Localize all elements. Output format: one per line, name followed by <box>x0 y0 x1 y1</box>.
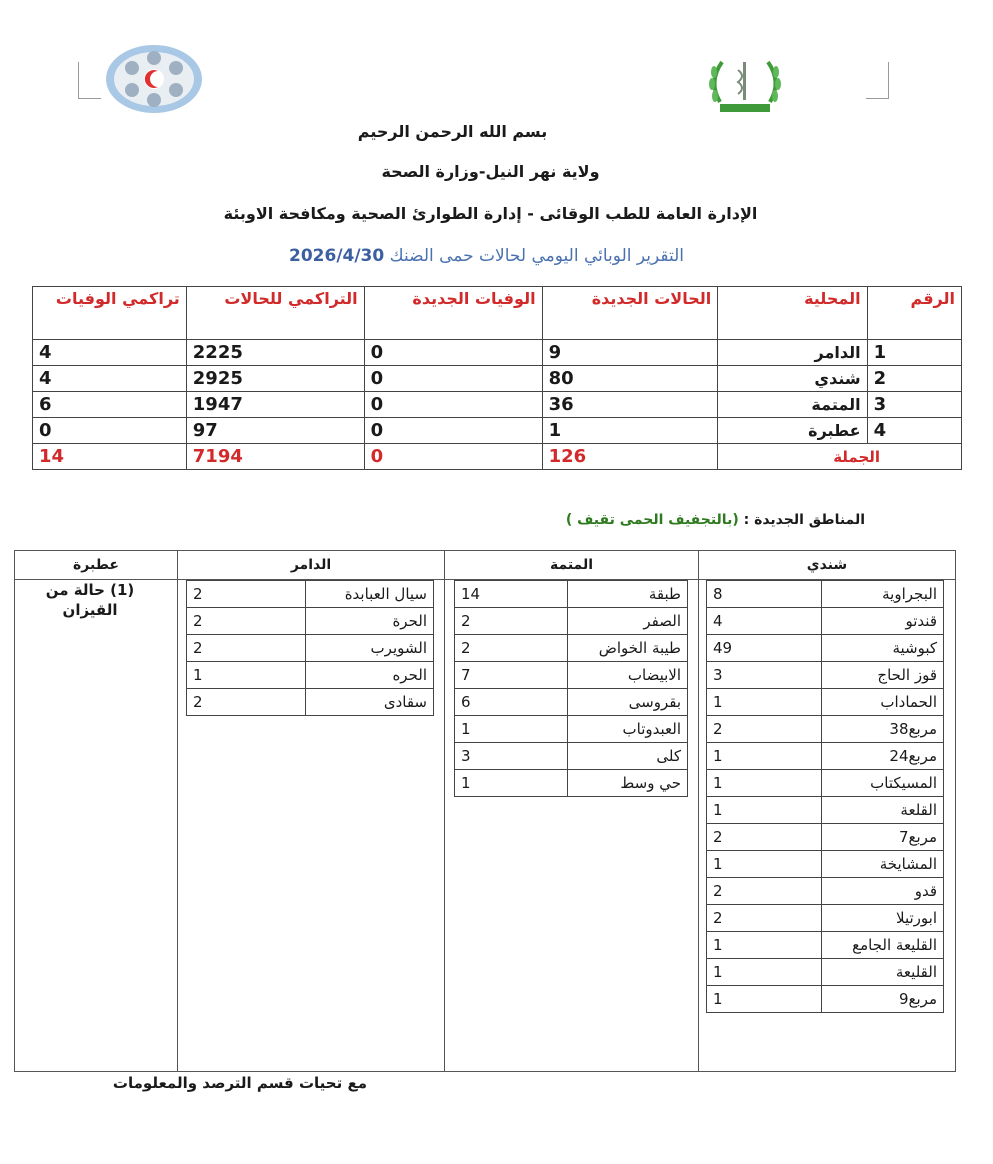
header-new-deaths: الوفيات الجديدة <box>364 287 542 340</box>
shendi-areas-table <box>706 580 944 1013</box>
row-new-cases: 80 <box>542 366 718 392</box>
total-new-cases: 126 <box>542 444 718 470</box>
column-header-damer: الدامر <box>290 557 332 573</box>
list-item <box>455 608 688 635</box>
area-name: سقادى <box>306 689 434 716</box>
area-count: 1 <box>455 716 568 743</box>
row-new-deaths: 0 <box>364 392 542 418</box>
ministry-title: ولاية نهر النيل-وزارة الصحة <box>381 162 600 181</box>
area-name: كبوشية <box>822 635 944 662</box>
row-no: 3 <box>867 392 961 418</box>
report-date: 2026/4/30 <box>289 246 385 266</box>
area-name: قدو <box>822 878 944 905</box>
area-name: البجراوية <box>822 581 944 608</box>
row-new-deaths: 0 <box>364 340 542 366</box>
row-new-deaths: 0 <box>364 418 542 444</box>
row-no: 2 <box>867 366 961 392</box>
area-name: بقروسى <box>568 689 688 716</box>
list-item <box>707 851 944 878</box>
total-cum-cases: 7194 <box>186 444 364 470</box>
total-label: الجملة <box>718 444 962 470</box>
area-name: الصفر <box>568 608 688 635</box>
area-name: القليعة الجامع <box>822 932 944 959</box>
area-count: 3 <box>707 662 822 689</box>
row-new-cases: 9 <box>542 340 718 366</box>
row-locality: المتمة <box>718 392 867 418</box>
area-name: الابيضاب <box>568 662 688 689</box>
area-count: 1 <box>455 770 568 797</box>
list-item <box>707 662 944 689</box>
area-count: 2 <box>707 824 822 851</box>
new-areas-note: (بالتجفيف الحمى تقيف ) <box>565 512 739 528</box>
row-new-cases: 36 <box>542 392 718 418</box>
header-cum-deaths: تراكمي الوفيات <box>33 287 187 340</box>
area-name: مربع9 <box>822 986 944 1013</box>
list-item <box>707 878 944 905</box>
area-name: ابورتيلا <box>822 905 944 932</box>
list-item <box>187 581 434 608</box>
area-name: طيبة الخواض <box>568 635 688 662</box>
matama-areas-table <box>454 580 688 797</box>
area-count: 1 <box>707 986 822 1013</box>
department-title: الإدارة العامة للطب الوقائى - إدارة الطوارئ الصحية ومكافحة الاوبئة <box>223 204 758 223</box>
new-areas-label: المناطق الجديدة : <box>743 512 865 528</box>
report-title-text: التقرير الوبائي اليومي لحالات حمى الضنك <box>389 246 684 266</box>
area-count: 49 <box>707 635 822 662</box>
area-count: 1 <box>187 662 306 689</box>
area-name: القلعة <box>822 797 944 824</box>
table-row <box>33 392 962 418</box>
area-count: 2 <box>455 635 568 662</box>
total-new-deaths: 0 <box>364 444 542 470</box>
list-item <box>455 689 688 716</box>
area-count: 2 <box>455 608 568 635</box>
corner-mark-left <box>78 62 101 99</box>
list-item <box>707 716 944 743</box>
list-item <box>187 608 434 635</box>
area-count: 2 <box>187 689 306 716</box>
row-new-deaths: 0 <box>364 366 542 392</box>
list-item <box>187 635 434 662</box>
area-name: قوز الحاج <box>822 662 944 689</box>
list-item <box>707 824 944 851</box>
area-name: قندتو <box>822 608 944 635</box>
area-name: الحرة <box>306 608 434 635</box>
area-name: العبدوتاب <box>568 716 688 743</box>
area-count: 1 <box>707 743 822 770</box>
daily-summary-table <box>32 286 962 470</box>
table-row <box>33 418 962 444</box>
row-new-cases: 1 <box>542 418 718 444</box>
area-name: القليعة <box>822 959 944 986</box>
list-item <box>707 932 944 959</box>
column-divider <box>698 551 699 1071</box>
list-item <box>187 689 434 716</box>
list-item <box>707 986 944 1013</box>
area-count: 4 <box>707 608 822 635</box>
row-no: 4 <box>867 418 961 444</box>
ministry-emblem-icon <box>700 52 790 114</box>
list-item <box>455 581 688 608</box>
report-title <box>0 246 983 266</box>
area-count: 6 <box>455 689 568 716</box>
row-cum-cases: 2225 <box>186 340 364 366</box>
table-row <box>33 340 962 366</box>
row-cum-deaths: 6 <box>33 392 187 418</box>
area-count: 7 <box>455 662 568 689</box>
header-no: الرقم <box>867 287 961 340</box>
basmala: بسم الله الرحمن الرحيم <box>357 122 548 141</box>
column-divider <box>177 551 178 1071</box>
area-count: 2 <box>707 878 822 905</box>
area-name: الحره <box>306 662 434 689</box>
area-name: المسيكتاب <box>822 770 944 797</box>
total-row <box>33 444 962 470</box>
row-cum-deaths: 4 <box>33 366 187 392</box>
row-cum-cases: 97 <box>186 418 364 444</box>
area-name: طبقة <box>568 581 688 608</box>
row-cum-deaths: 0 <box>33 418 187 444</box>
list-item <box>707 770 944 797</box>
row-cum-cases: 1947 <box>186 392 364 418</box>
row-cum-cases: 2925 <box>186 366 364 392</box>
list-item <box>455 770 688 797</box>
header-cum-cases: التراكمي للحالات <box>186 287 364 340</box>
area-count: 1 <box>707 932 822 959</box>
area-count: 2 <box>187 581 306 608</box>
area-count: 1 <box>707 689 822 716</box>
list-item <box>707 959 944 986</box>
header-locality: المحلية <box>718 287 867 340</box>
list-item <box>707 689 944 716</box>
header-new-cases: الحالات الجديدة <box>542 287 718 340</box>
row-no: 1 <box>867 340 961 366</box>
area-count: 8 <box>707 581 822 608</box>
red-crescent-logo-icon <box>104 44 204 114</box>
list-item <box>707 905 944 932</box>
list-item <box>455 635 688 662</box>
damer-areas-table <box>186 580 434 716</box>
corner-mark-right <box>866 62 889 99</box>
column-divider <box>444 551 445 1071</box>
row-locality: الدامر <box>718 340 867 366</box>
list-item <box>707 743 944 770</box>
area-name: سيال العبابدة <box>306 581 434 608</box>
area-count: 2 <box>187 635 306 662</box>
area-count: 1 <box>707 959 822 986</box>
area-count: 14 <box>455 581 568 608</box>
list-item <box>707 797 944 824</box>
list-item <box>707 635 944 662</box>
area-count: 2 <box>187 608 306 635</box>
total-cum-deaths: 14 <box>33 444 187 470</box>
row-locality: شندي <box>718 366 867 392</box>
area-name: مربع38 <box>822 716 944 743</box>
list-item <box>187 662 434 689</box>
area-name: الحماداب <box>822 689 944 716</box>
area-name: الشويرب <box>306 635 434 662</box>
row-cum-deaths: 4 <box>33 340 187 366</box>
list-item <box>455 743 688 770</box>
area-name: مربع7 <box>822 824 944 851</box>
footer-signature: مع تحيات قسم الترصد والمعلومات <box>112 1074 367 1092</box>
area-name: حي وسط <box>568 770 688 797</box>
list-item <box>707 608 944 635</box>
column-header-atbara: عطبرة <box>73 557 119 573</box>
list-item <box>455 662 688 689</box>
area-name: المشايخة <box>822 851 944 878</box>
atbara-note: (1) حالة من القيزان <box>45 581 135 619</box>
area-count: 3 <box>455 743 568 770</box>
table-row <box>33 366 962 392</box>
area-count: 1 <box>707 770 822 797</box>
area-name: مربع24 <box>822 743 944 770</box>
area-count: 2 <box>707 905 822 932</box>
area-name: كلى <box>568 743 688 770</box>
list-item <box>707 581 944 608</box>
area-count: 1 <box>707 851 822 878</box>
area-count: 1 <box>707 797 822 824</box>
new-areas-title <box>566 512 865 528</box>
row-locality: عطبرة <box>718 418 867 444</box>
list-item <box>455 716 688 743</box>
column-header-shendi: شندي <box>806 557 848 573</box>
area-count: 2 <box>707 716 822 743</box>
column-header-matama: المتمة <box>549 557 594 573</box>
